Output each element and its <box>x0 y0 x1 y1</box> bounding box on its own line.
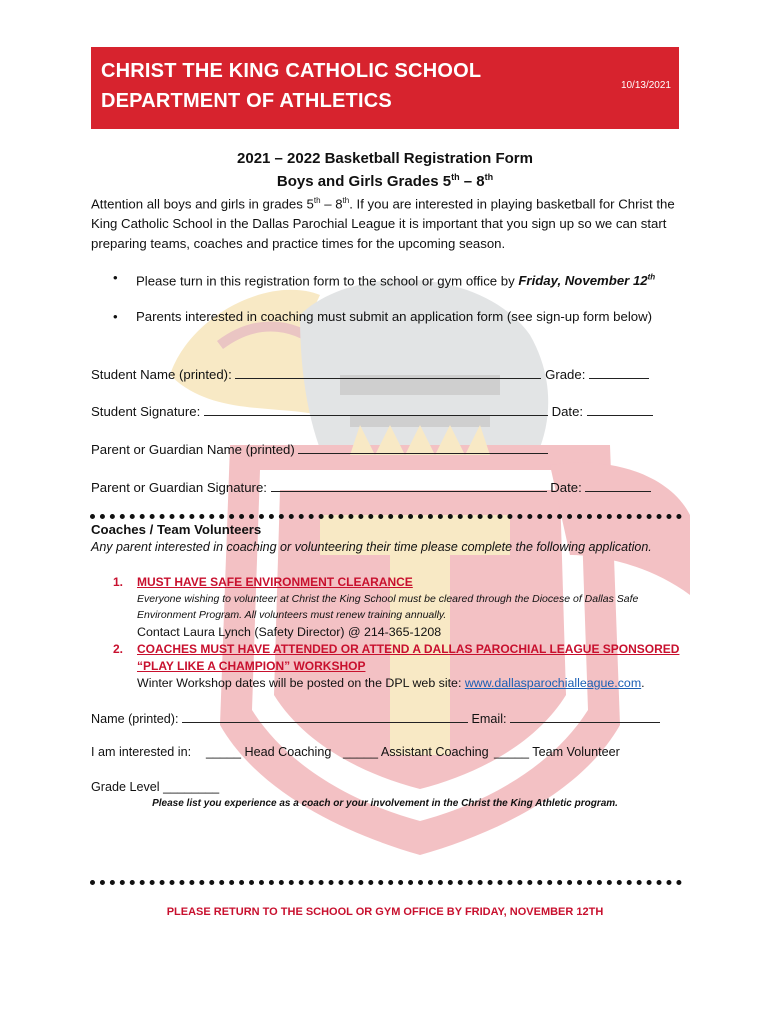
subtitle-text: Boys and Girls Grades 5 <box>276 173 452 190</box>
grade-input[interactable] <box>589 366 649 379</box>
email-input[interactable] <box>510 710 660 723</box>
bullet-deadline-text <box>136 268 671 290</box>
assistant-coaching-option[interactable]: _____ Assistant Coaching <box>343 745 489 759</box>
parent-signature-row <box>91 479 651 495</box>
item1-title: MUST HAVE SAFE ENVIRONMENT CLEARANCE <box>137 575 413 589</box>
item2-title-line2: “PLAY LIKE A CHAMPION” WORKSHOP <box>137 659 366 673</box>
department-name: DEPARTMENT OF ATHLETICS <box>101 90 392 112</box>
grade-level-field[interactable]: Grade Level ________ <box>91 780 220 794</box>
student-signature-input[interactable] <box>204 403 548 416</box>
coaches-subheading: Any parent interested in coaching or volunteering their time please complete the following application. <box>91 540 652 554</box>
item1-note-line1: Everyone wishing to volunteer at Christ the King School must be cleared through the Diocese of Dallas Safe <box>137 593 639 605</box>
item2-title-line1: COACHES MUST HAVE ATTENDED OR ATTEND A DALLAS PAROCHIAL LEAGUE SPONSORED <box>137 642 680 656</box>
intro-post: . If you are interested in playing basketball for Christ the King Catholic School in the Dallas Parochial League it is important that you sign up so we can start preparing teams, coaches and practice times for the upcoming season. <box>91 196 675 252</box>
email-label: Email: <box>468 712 510 726</box>
subtitle-sup1: th <box>451 172 460 182</box>
head-coaching-option[interactable]: _____ Head Coaching <box>206 745 332 759</box>
student-name-label: Student Name (printed): <box>91 367 236 382</box>
team-volunteer-option[interactable]: _____ Team Volunteer <box>494 745 620 759</box>
item2-number: 2. <box>113 642 124 656</box>
parent-name-row <box>91 441 548 457</box>
bullet-one-sup: th <box>647 273 656 282</box>
bullet-coaching-text: Parents interested in coaching must submit an application form (see sign-up form below) <box>136 309 653 324</box>
subtitle-mid: – 8 <box>459 173 485 190</box>
parent-name-label: Parent or Guardian Name (printed) <box>91 442 299 457</box>
return-instructions: PLEASE RETURN TO THE SCHOOL OR GYM OFFICE BY FRIDAY, NOVEMBER 12TH <box>166 906 604 918</box>
volunteer-name-input[interactable] <box>182 710 468 723</box>
experience-note: Please list you experience as a coach or your involvement in the Christ the King Athletic program. <box>152 798 618 809</box>
parent-signature-label: Parent or Guardian Signature: <box>91 480 271 495</box>
item2-text: Winter Workshop dates will be posted on the DPL web site: <box>137 676 465 690</box>
student-name-row <box>91 366 649 382</box>
item1-number: 1. <box>113 575 124 589</box>
student-signature-row <box>91 403 653 419</box>
student-name-input[interactable] <box>235 366 541 379</box>
coaches-heading: Coaches / Team Volunteers <box>91 522 262 537</box>
bullet-dot-icon: • <box>113 270 118 285</box>
intro-paragraph <box>91 191 681 254</box>
interest-label: I am interested in: <box>91 745 192 759</box>
section-divider <box>90 514 682 519</box>
school-name: CHRIST THE KING CATHOLIC SCHOOL <box>101 60 482 82</box>
parent-date-input[interactable] <box>585 479 651 492</box>
dpl-website-link[interactable]: www.dallasparochialleague.com <box>464 676 642 690</box>
intro-sup1: th <box>313 196 321 205</box>
volunteer-name-label: Name (printed): <box>91 712 182 726</box>
item2-workshop-text <box>137 676 645 690</box>
form-subtitle <box>0 172 770 190</box>
bullet-one-date: Friday, November 12 <box>518 273 648 289</box>
bullet-dot-icon: • <box>113 309 118 324</box>
bullet-coaching <box>113 307 673 347</box>
student-signature-label: Student Signature: <box>91 404 204 419</box>
item2-end: . <box>641 676 645 690</box>
date-label: Date: <box>546 480 586 495</box>
intro-pre: Attention all boys and girls in grades 5 <box>91 196 314 212</box>
item1-note-line2: Environment Program. All volunteers must renew training annually. <box>137 609 447 621</box>
date-label: Date: <box>547 404 587 419</box>
footer-divider <box>90 880 682 885</box>
form-title: 2021 – 2022 Basketball Registration Form <box>237 150 533 167</box>
header-date: 10/13/2021 <box>620 80 671 91</box>
item1-contact: Contact Laura Lynch (Safety Director) @ 214-365-1208 <box>137 625 442 639</box>
bullet-one-text: Please turn in this registration form to the school or gym office by <box>136 273 519 289</box>
bullet-deadline <box>113 268 673 308</box>
grade-label: Grade: <box>541 367 590 382</box>
header-banner <box>91 47 679 129</box>
intro-mid: – 8 <box>320 196 343 212</box>
parent-signature-input[interactable] <box>271 479 547 492</box>
student-date-input[interactable] <box>587 403 653 416</box>
intro-sup2: th <box>342 196 350 205</box>
parent-name-input[interactable] <box>298 441 548 454</box>
volunteer-name-row <box>91 710 660 726</box>
subtitle-sup2: th <box>484 172 494 182</box>
